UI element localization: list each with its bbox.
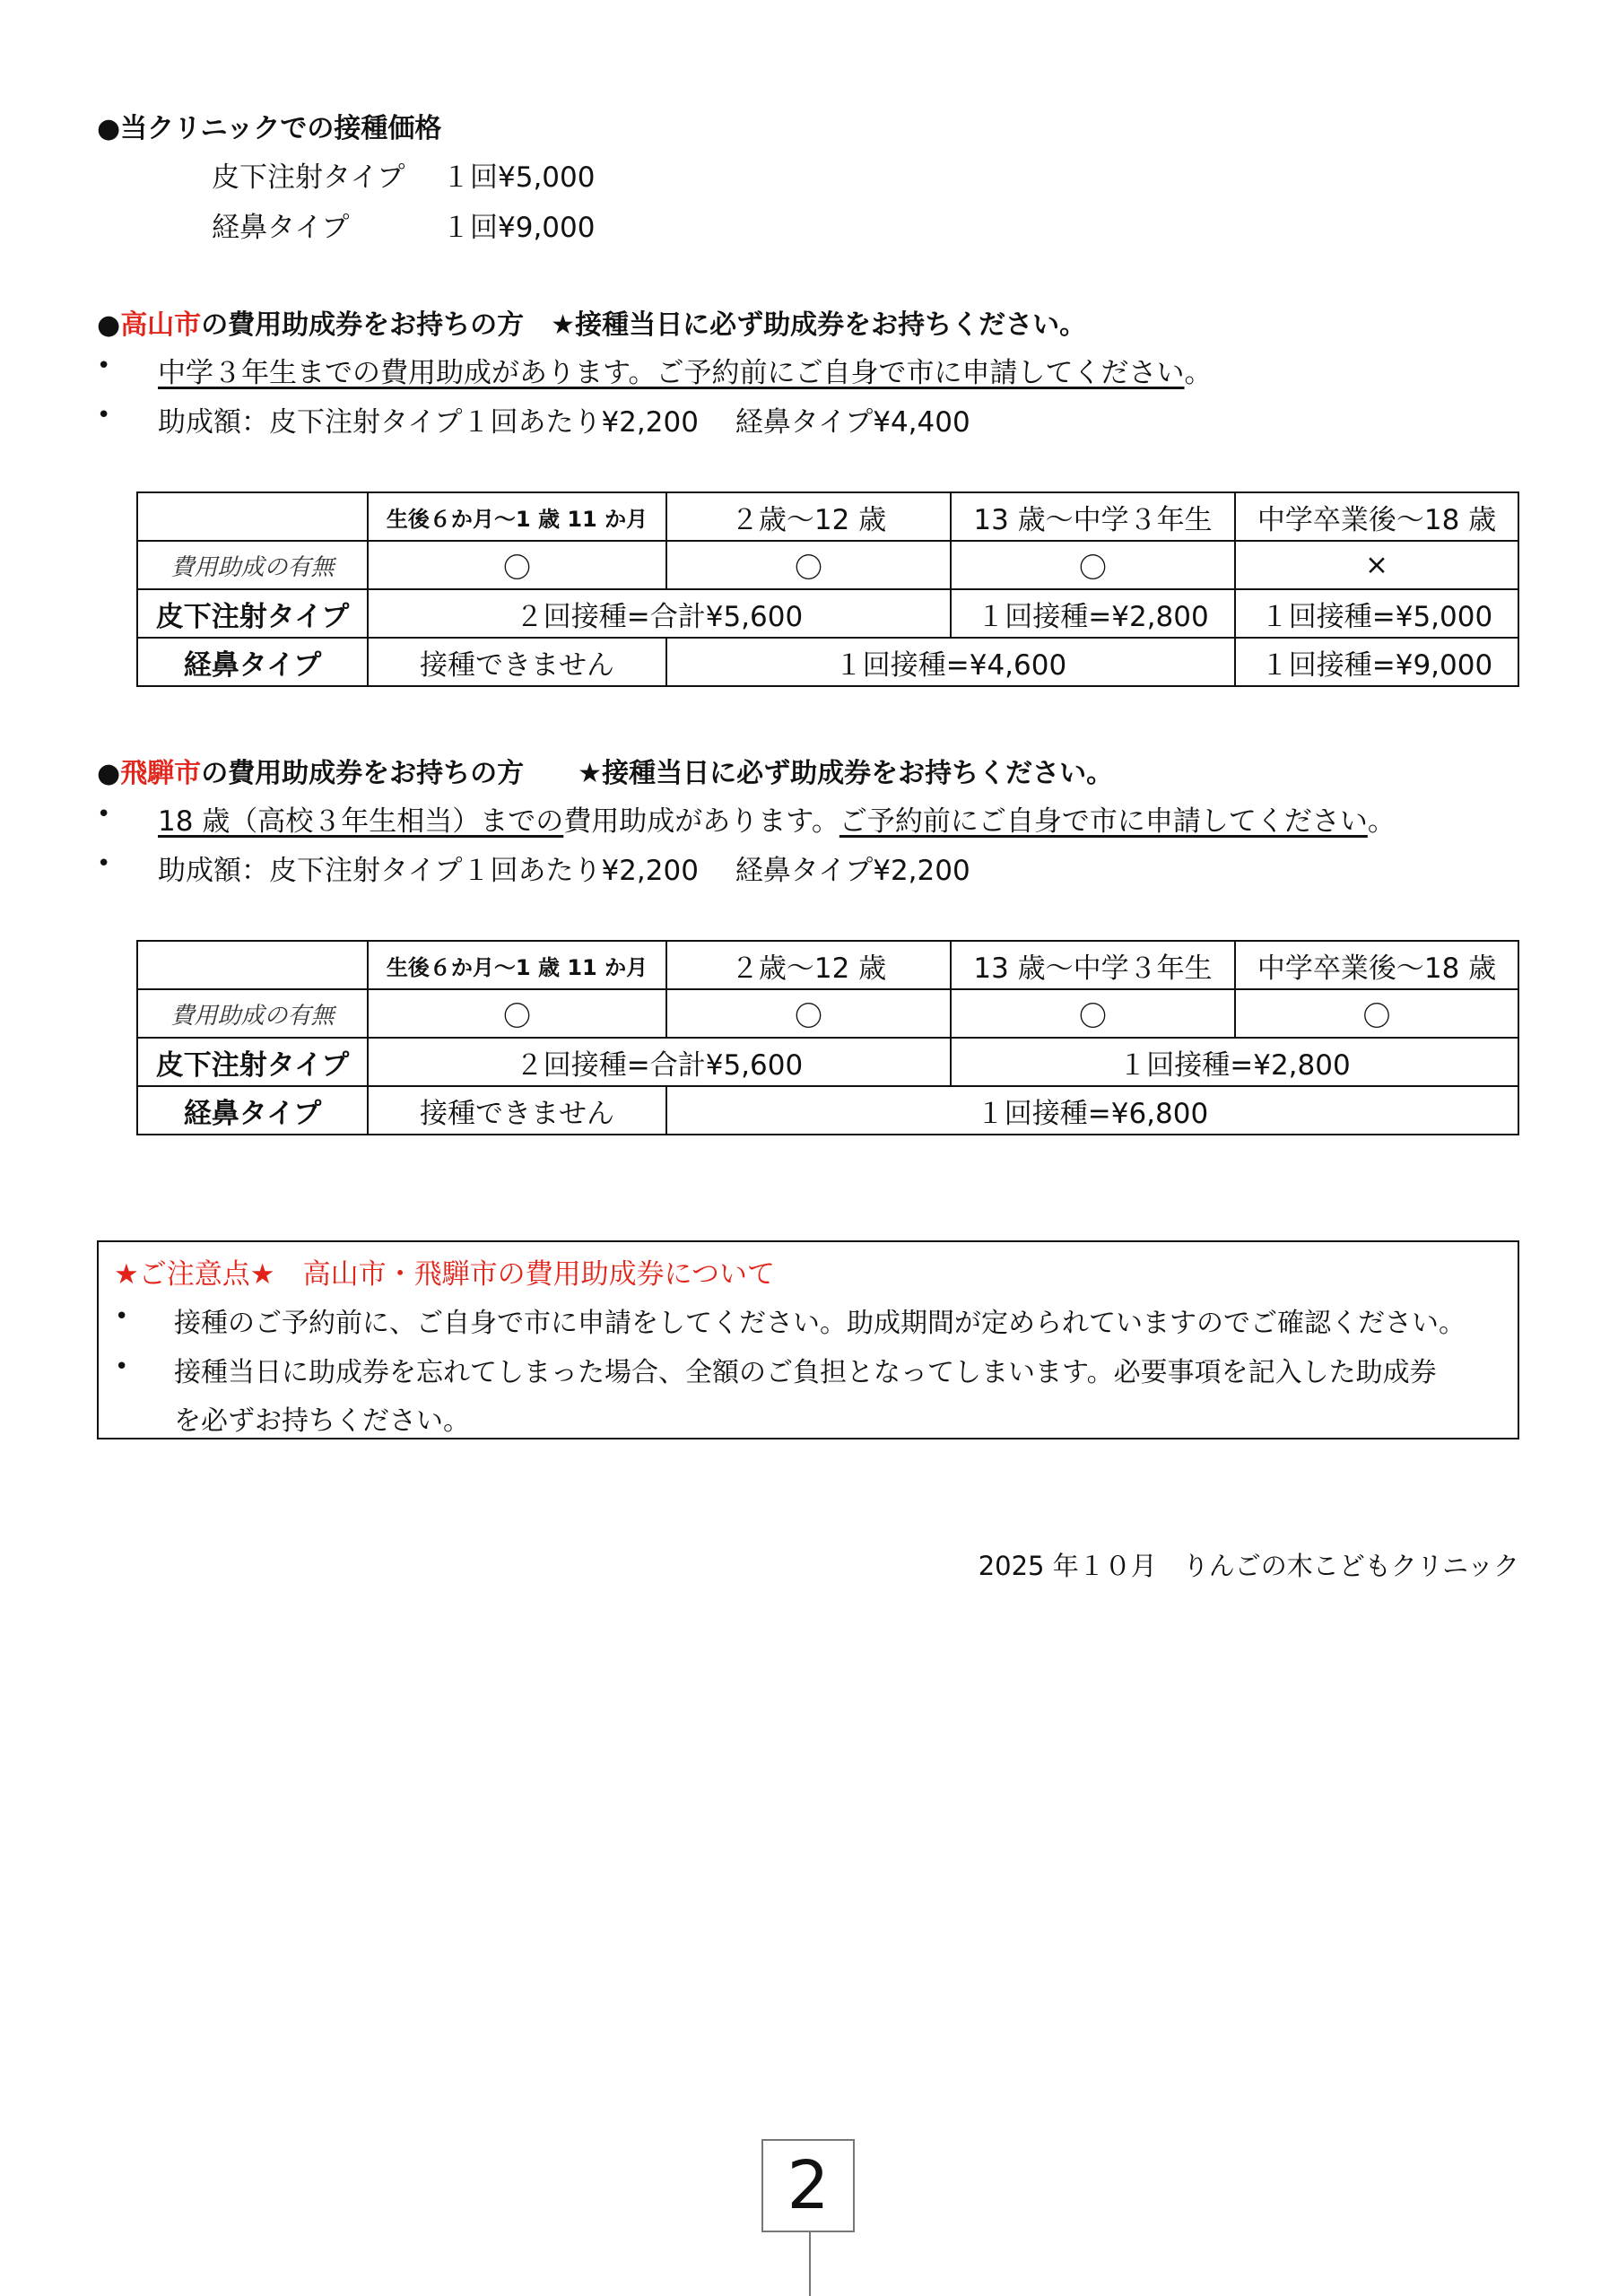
- page-number: 2: [761, 2139, 855, 2232]
- bullet-icon: •: [115, 1353, 129, 1380]
- row-label: 経鼻タイプ: [137, 638, 368, 686]
- table-cell: ２回接種=合計¥5,600: [368, 1038, 951, 1086]
- footer-date-clinic: 2025 年１０月 りんごの木こどもクリニック: [978, 1551, 1519, 1581]
- price-value-subcutaneous: １回¥5,000: [442, 161, 596, 194]
- table-cell: １回接種=¥2,800: [951, 589, 1235, 638]
- heading-bullet: ●: [97, 309, 121, 341]
- table-cell: 〇: [368, 541, 666, 589]
- table-cell: 〇: [1235, 989, 1518, 1038]
- table-cell: １回接種=¥4,600: [666, 638, 1235, 686]
- table-row: [137, 541, 1518, 589]
- bullet-icon: •: [97, 801, 111, 828]
- bullet-icon: •: [97, 402, 111, 429]
- col-header: 13 歳〜中学３年生: [951, 941, 1235, 989]
- page-number-stem: [809, 2232, 811, 2296]
- col-header: 中学卒業後〜18 歳: [1235, 941, 1518, 989]
- heading-bullet: ●: [97, 758, 121, 789]
- col-header: ２歳〜12 歳: [666, 941, 951, 989]
- price-type-subcutaneous: 皮下注射タイプ: [212, 161, 405, 194]
- table-cell: 〇: [951, 541, 1235, 589]
- col-header: 中学卒業後〜18 歳: [1235, 492, 1518, 541]
- row-label: 費用助成の有無: [137, 541, 368, 589]
- col-header: 13 歳〜中学３年生: [951, 492, 1235, 541]
- price-value-nasal: １回¥9,000: [442, 212, 596, 244]
- hida-heading: [97, 751, 1113, 790]
- table-row: [137, 589, 1518, 638]
- table-cell: １回接種=¥2,800: [951, 1038, 1518, 1086]
- col-header: 生後６か月〜1 歳 11 か月: [368, 941, 666, 989]
- table-cell: ×: [1235, 541, 1518, 589]
- table-cell: 〇: [666, 989, 951, 1038]
- takayama-fee-table: [136, 491, 1519, 687]
- takayama-bullet-2: 助成額：皮下注射タイプ１回あたり¥2,200 経鼻タイプ¥4,400: [158, 406, 970, 439]
- table-corner-cell: [137, 941, 368, 989]
- table-row: [137, 638, 1518, 686]
- table-cell: ２回接種=合計¥5,600: [368, 589, 951, 638]
- heading-text: の費用助成券をお持ちの方 ★接種当日に必ず助成券をお持ちください。: [201, 309, 1087, 341]
- notice-title: ★ご注意点★ 高山市・飛騨市の費用助成券について: [114, 1258, 775, 1291]
- table-header-row: [137, 492, 1518, 541]
- takayama-bullet-1: 中学３年生までの費用助成があります。ご予約前にご自身で市に申請してください。: [158, 357, 1213, 389]
- table-cell: 〇: [951, 989, 1235, 1038]
- table-row: [137, 1038, 1518, 1086]
- row-label: 経鼻タイプ: [137, 1086, 368, 1135]
- notice-box: [97, 1240, 1519, 1439]
- row-label: 皮下注射タイプ: [137, 1038, 368, 1086]
- heading-text: の費用助成券をお持ちの方 ★接種当日に必ず助成券をお持ちください。: [201, 758, 1114, 789]
- table-header-row: [137, 941, 1518, 989]
- bullet-icon: •: [97, 352, 111, 379]
- table-cell: １回接種=¥5,000: [1235, 589, 1518, 638]
- hida-bullet-1: 18 歳（高校３年生相当）までの費用助成があります。ご予約前にご自身で市に申請してください。: [158, 805, 1396, 838]
- hida-fee-table: [136, 940, 1519, 1135]
- col-header: 生後６か月〜1 歳 11 か月: [368, 492, 666, 541]
- row-label: 皮下注射タイプ: [137, 589, 368, 638]
- row-label: 費用助成の有無: [137, 989, 368, 1038]
- hida-bullet-2: 助成額：皮下注射タイプ１回あたり¥2,200 経鼻タイプ¥2,200: [158, 855, 970, 887]
- table-corner-cell: [137, 492, 368, 541]
- col-header: ２歳〜12 歳: [666, 492, 951, 541]
- bullet-icon: •: [115, 1303, 129, 1330]
- bullet-icon: •: [97, 850, 111, 877]
- price-type-nasal: 経鼻タイプ: [212, 212, 350, 244]
- table-cell: 接種できません: [368, 638, 666, 686]
- city-name-hida: 飛騨市: [120, 758, 202, 789]
- table-cell: １回接種=¥9,000: [1235, 638, 1518, 686]
- table-cell: 接種できません: [368, 1086, 666, 1135]
- table-row: [137, 989, 1518, 1038]
- table-cell: 〇: [666, 541, 951, 589]
- city-name-takayama: 高山市: [120, 309, 202, 341]
- notice-item-1: 接種のご予約前に、ご自身で市に申請をしてください。助成期間が定められていますのでご確認ください。: [174, 1308, 1466, 1339]
- takayama-heading: [97, 302, 1086, 342]
- notice-item-2-line-1: 接種当日に助成券を忘れてしまった場合、全額のご負担となってしまいます。必要事項を記入した助成券: [174, 1357, 1437, 1388]
- table-row: [137, 1086, 1518, 1135]
- table-cell: 〇: [368, 989, 666, 1038]
- clinic-price-heading: ●当クリニックでの接種価格: [97, 113, 442, 144]
- notice-item-2-line-2: を必ずお持ちください。: [174, 1405, 470, 1437]
- table-cell: １回接種=¥6,800: [666, 1086, 1518, 1135]
